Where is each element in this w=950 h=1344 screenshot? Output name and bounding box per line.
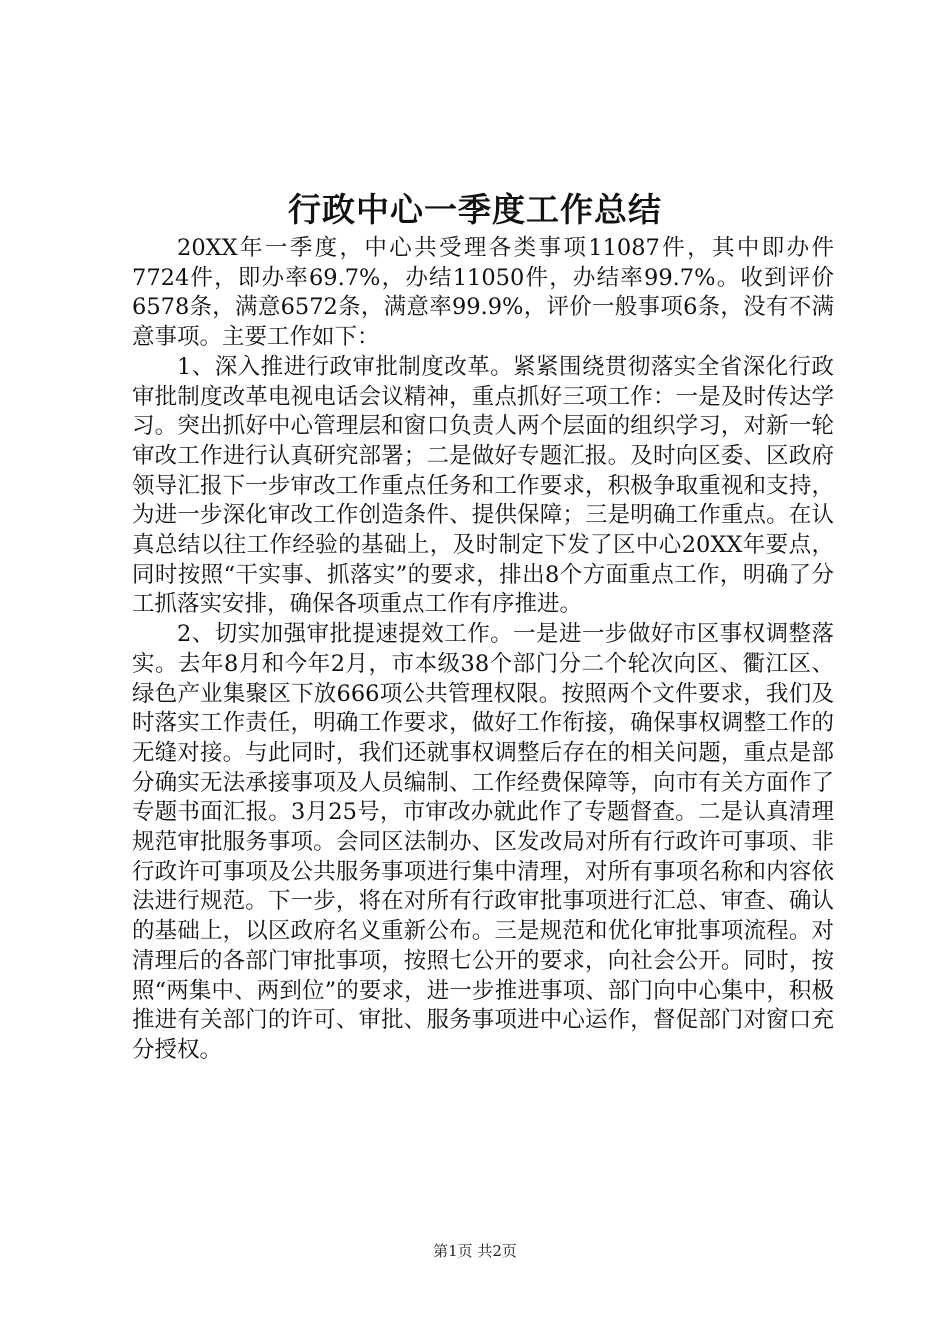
page-number-footer: 第1页 共2页 — [433, 1242, 517, 1260]
document-title: 行政中心一季度工作总结 — [288, 190, 662, 229]
document-body — [132, 234, 834, 1066]
paragraph-reform: 1、深入推进行政审批制度改革。紧紧围绕贯彻落实全省深化行政审批制度改革电视电话会议精神，重点抓好三项工作：一是及时传达学习。突出抓好中心管理层和窗口负责人两个层面的组织学习，对新一轮审改工作进行认真研究部署；二是做好专题汇报。及时向区委、区政府领导汇报下一步审改工作重点任务和工作要求，积极争取重视和支持，为进一步深化审改工作创造条件、提供保障；三是明确工作重点。在认真总结以往工作经验的基础上，及时制定下发了区中心20XX年要点，同时按照“干实事、抓落实”的要求，排出8个方面重点工作，明确了分工抓落实安排，确保各项重点工作有序推进。 — [132, 353, 834, 618]
paragraph-efficiency: 2、切实加强审批提速提效工作。一是进一步做好市区事权调整落实。去年8月和今年2月，市本级38个部门分二个轮次向区、衢江区、绿色产业集聚区下放666项公共管理权限。按照两个文件要求，我们及时落实工作责任，明确工作要求，做好工作衔接，确保事权调整工作的无缝对接。与此同时，我们还就事权调整后存在的相关问题，重点是部分确实无法承接事项及人员编制、工作经费保障等，向市有关方面作了专题书面汇报。3月25号，市审改办就此作了专题督查。二是认真清理规范审批服务事项。会同区法制办、区发改局对所有行政许可事项、非行政许可事项及公共服务事项进行集中清理，对所有事项名称和内容依法进行规范。下一步，将在对所有行政审批事项进行汇总、审查、确认的基础上，以区政府名义重新公布。三是规范和优化审批事项流程。对清理后的各部门审批事项，按照七公开的要求，向社会公开。同时，按照“两集中、两到位”的要求，进一步推进事项、部门向中心集中，积极推进有关部门的许可、审批、服务事项进中心运作，督促部门对窗口充分授权。 — [132, 621, 834, 1063]
paragraph-summary: 20XX年一季度，中心共受理各类事项11087件，其中即办件7724件，即办率69.7%，办结11050件，办结率99.7%。收到评价6578条，满意6572条，满意率99.9%，评价一般事项6条，没有不满意事项。主要工作如下： — [132, 235, 834, 351]
